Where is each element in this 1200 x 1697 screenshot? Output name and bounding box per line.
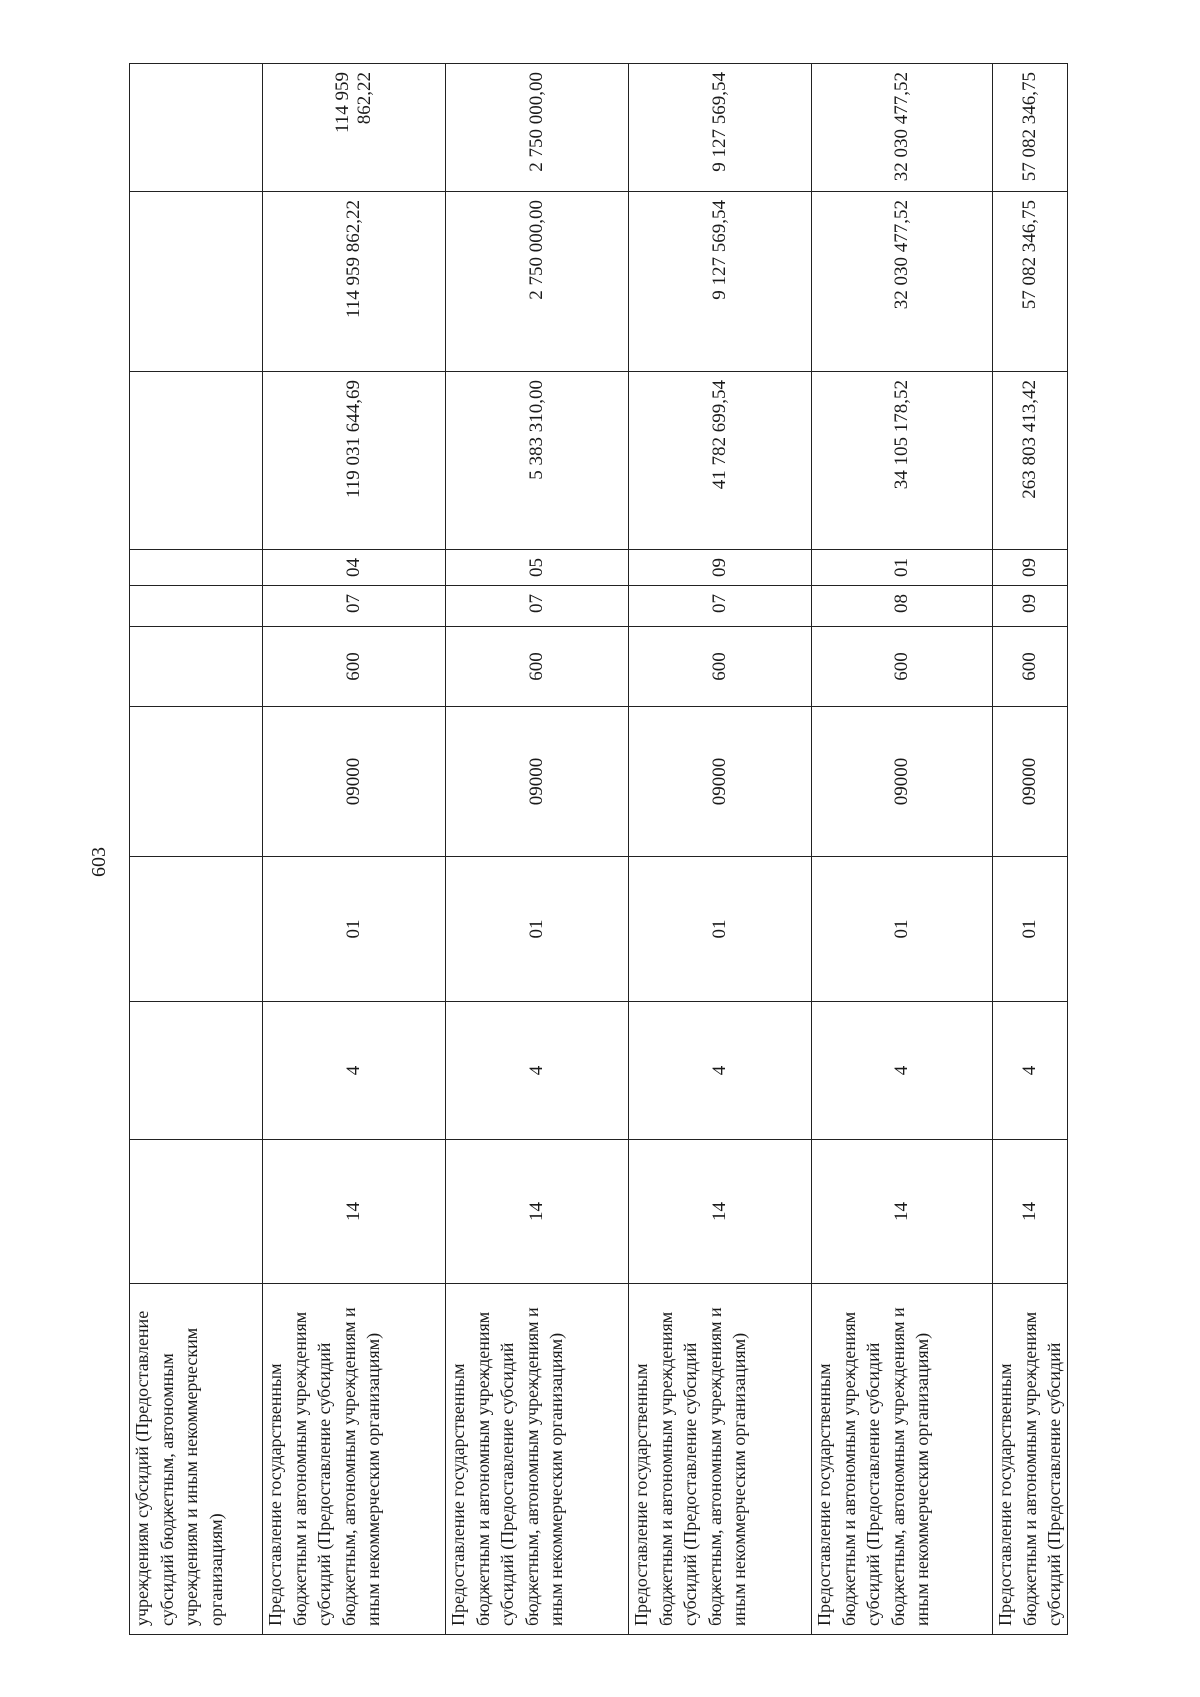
table-body [130,64,1068,1635]
expense-type-code: 600 [993,627,1068,707]
ministry-code: 14 [263,1140,446,1284]
amount-1: 34 105 178,52 [812,372,993,550]
subprogram-code: 01 [812,857,993,1002]
section-code: 08 [812,586,993,627]
target-code: 09000 [263,707,446,857]
amount-2 [130,192,263,372]
table-row [263,64,446,1635]
section-code: 07 [629,586,812,627]
amount-1: 5 383 310,00 [446,372,629,550]
program-code: 4 [993,1002,1068,1140]
amount-1 [130,372,263,550]
program-code: 4 [263,1002,446,1140]
amount-3 [130,64,263,192]
subprogram-code: 01 [993,857,1068,1002]
amount-1: 41 782 699,54 [629,372,812,550]
table-row [993,64,1068,1635]
target-code: 09000 [812,707,993,857]
expense-type-code [130,627,263,707]
table-row [446,64,629,1635]
amount-1: 263 803 413,42 [993,372,1068,550]
table-row [629,64,812,1635]
row-name: Предоставление государственным бюджетным и автономным учреждениям субсидий (Предоставление субсидий бюджетным, автономным учреждениям и иным некоммерческим организациям) [629,1284,812,1635]
row-name: Предоставление государственным бюджетным и автономным учреждениям субсидий (Предоставление субсидий [993,1284,1068,1635]
subprogram-code [130,857,263,1002]
table-row [130,64,263,1635]
amount-3: 114 959 862,22 [263,64,446,192]
ministry-code: 14 [993,1140,1068,1284]
page-number: 603 [88,847,110,877]
target-code [130,707,263,857]
target-code: 09000 [446,707,629,857]
expense-type-code: 600 [629,627,812,707]
amount-2: 32 030 477,52 [812,192,993,372]
row-name: Предоставление государственным бюджетным и автономным учреждениям субсидий (Предоставление субсидий бюджетным, автономным учреждениям и иным некоммерческим организациям) [812,1284,993,1635]
subsection-code: 05 [446,550,629,586]
amount-1: 119 031 644,69 [263,372,446,550]
amount-2: 2 750 000,00 [446,192,629,372]
amount-2: 9 127 569,54 [629,192,812,372]
subsection-code [130,550,263,586]
expense-type-code: 600 [446,627,629,707]
target-code: 09000 [993,707,1068,857]
row-name: Предоставление государственным бюджетным и автономным учреждениям субсидий (Предоставление субсидий бюджетным, автономным учреждениям и иным некоммерческим организациям) [263,1284,446,1635]
program-code: 4 [629,1002,812,1140]
row-name: учреждениям субсидий (Предоставление субсидий бюджетным, автономным учреждениям и иным некоммерческим организациям) [130,1284,263,1635]
ministry-code: 14 [629,1140,812,1284]
subprogram-code: 01 [446,857,629,1002]
ministry-code: 14 [446,1140,629,1284]
amount-3: 32 030 477,52 [812,64,993,192]
target-code: 09000 [629,707,812,857]
program-code [130,1002,263,1140]
subsection-code: 09 [993,550,1068,586]
subsection-code: 01 [812,550,993,586]
subsection-code: 04 [263,550,446,586]
table-row [812,64,993,1635]
ministry-code [130,1140,263,1284]
subsection-code: 09 [629,550,812,586]
amount-2: 114 959 862,22 [263,192,446,372]
expense-type-code: 600 [263,627,446,707]
budget-table [129,63,1068,1635]
row-name: Предоставление государственным бюджетным и автономным учреждениям субсидий (Предоставление субсидий бюджетным, автономным учреждениям и иным некоммерческим организациям) [446,1284,629,1635]
ministry-code: 14 [812,1140,993,1284]
rotated-table-wrapper [129,64,1064,1635]
amount-2: 57 082 346,75 [993,192,1068,372]
amount-3: 57 082 346,75 [993,64,1068,192]
section-code [130,586,263,627]
subprogram-code: 01 [263,857,446,1002]
subprogram-code: 01 [629,857,812,1002]
amount-3: 9 127 569,54 [629,64,812,192]
section-code: 07 [263,586,446,627]
section-code: 07 [446,586,629,627]
program-code: 4 [812,1002,993,1140]
amount-3: 2 750 000,00 [446,64,629,192]
program-code: 4 [446,1002,629,1140]
section-code: 09 [993,586,1068,627]
expense-type-code: 600 [812,627,993,707]
